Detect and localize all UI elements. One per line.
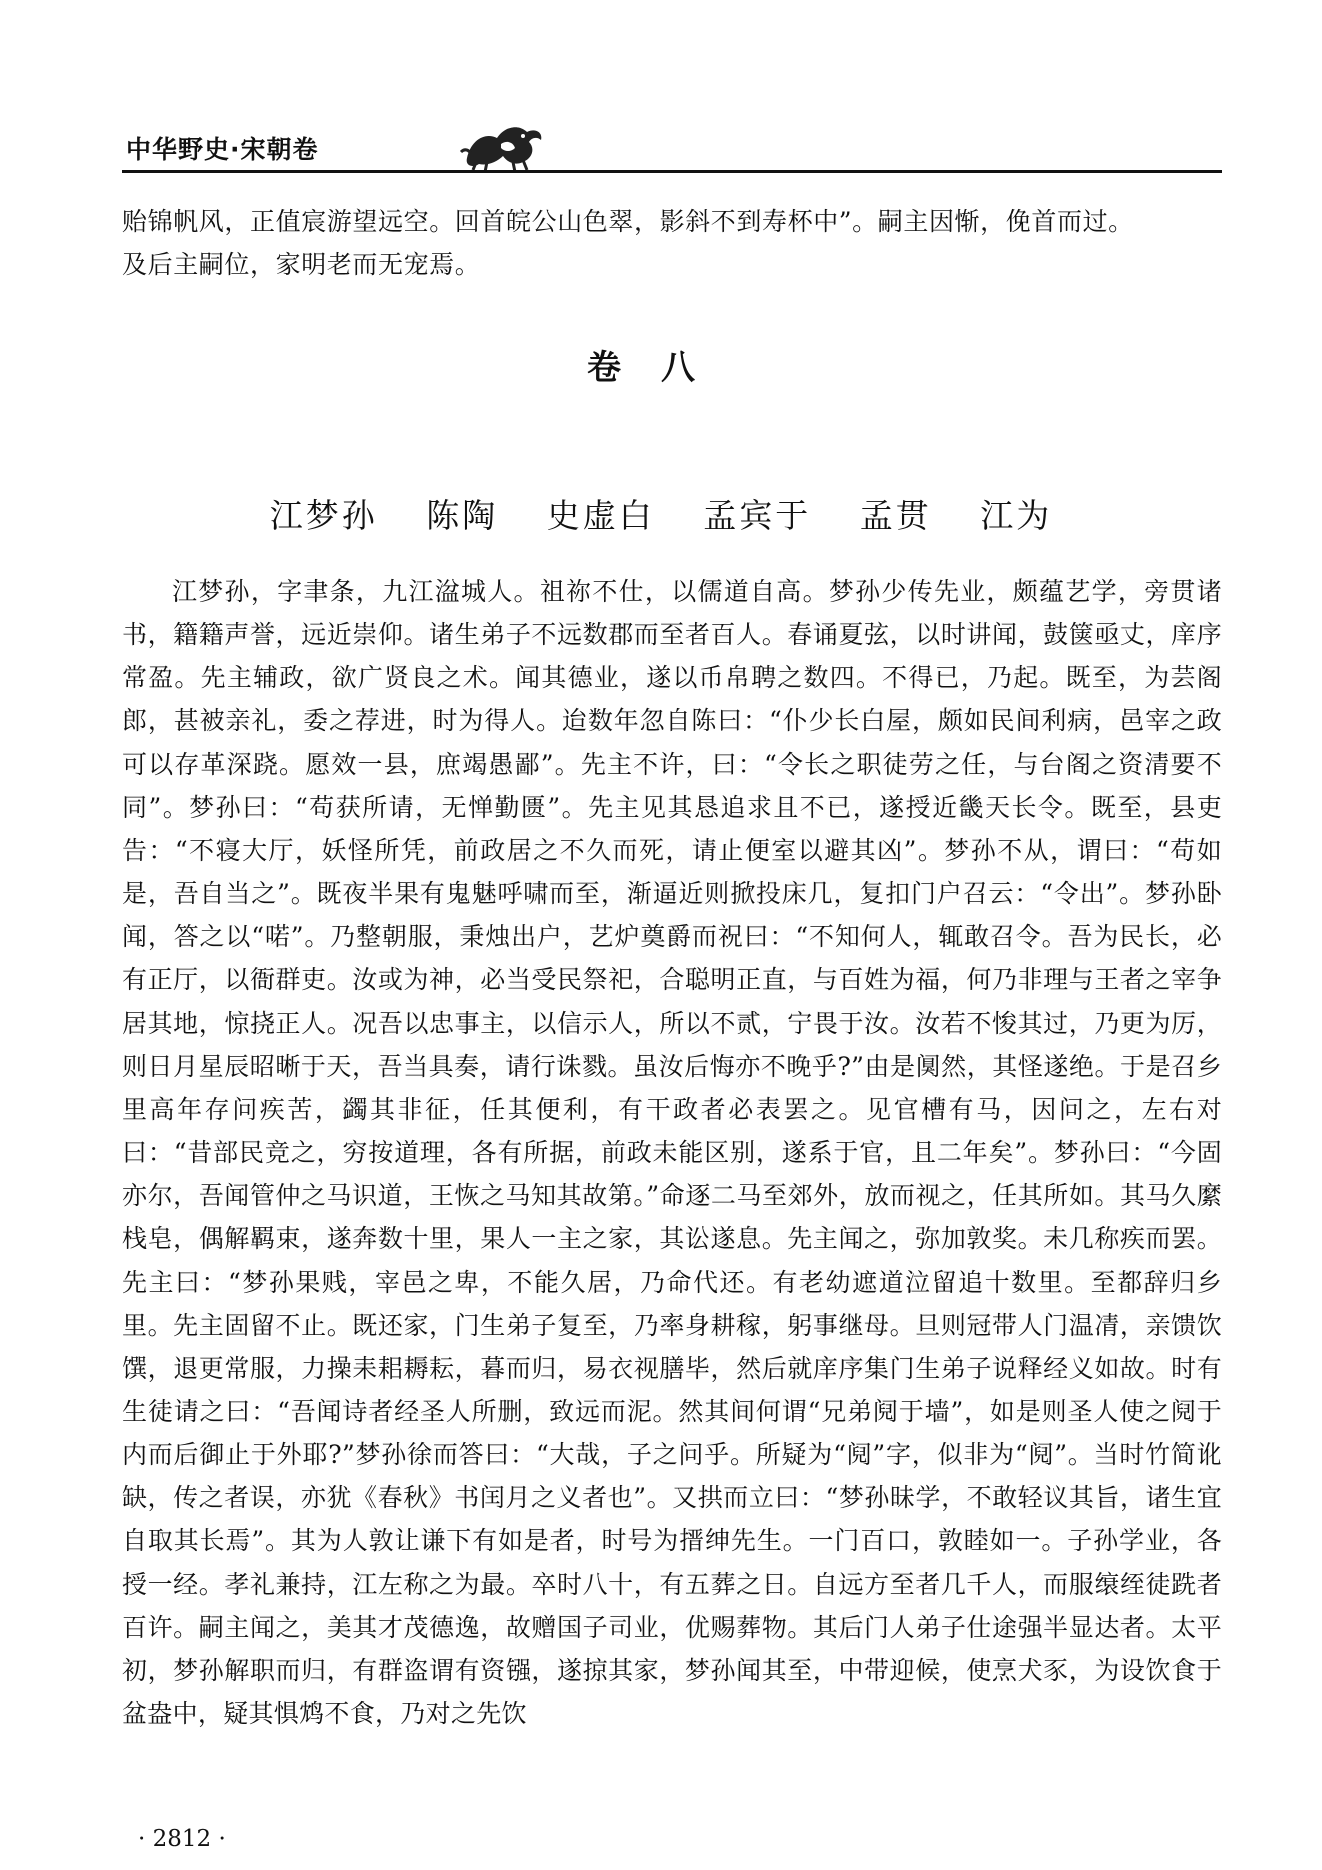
book-title: 中华野史·宋朝卷 xyxy=(126,135,319,164)
continuation-text xyxy=(122,200,1222,286)
running-header xyxy=(122,126,1222,170)
person-name: 史虚白 xyxy=(546,496,655,535)
person-name: 江为 xyxy=(980,496,1053,535)
chapter-title: 卷八 xyxy=(587,348,735,388)
person-name: 孟宾于 xyxy=(703,496,812,535)
person-name: 江梦孙 xyxy=(269,496,378,535)
page-number: · 2812 · xyxy=(138,1826,226,1852)
paragraph-line: 贻锦帆风，正值宸游望远空。回首皖公山色翠，影斜不到寿杯中”。嗣主因惭，俛首而过。 xyxy=(122,207,1134,236)
header-rule xyxy=(122,170,1222,173)
body-paragraph: 江梦孙，字聿条，九江湓城人。祖祢不仕，以儒道自高。梦孙少传先业，颇蕴艺学，旁贯诸书，籍籍声誉，远近崇仰。诸生弟子不远数郡而至者百人。春诵夏弦，以时讲闻，鼓箧亟丈，庠序常盈。先主辅政，欲广贤良之术。闻其德业，遂以币帛聘之数四。不得已，乃起。既至，为芸阁郎，甚被亲礼，委之荐进，时为得人。迨数年忽自陈曰：“仆少长白屋，颇如民间利病，邑宰之政可以存革深跷。愿效一县，庶竭愚鄙”。先主不许，曰：“令长之职徒劳之任，与台阁之资清要不同”。梦孙曰：“苟获所请，无惮勤匮”。先主见其恳追求且不已，遂授近畿天长令。既至，县吏告：“不寝大厅，妖怪所凭，前政居之不久而死，请止便室以避其凶”。梦孙不从，谓曰：“苟如是，吾自当之”。既夜半果有鬼魅呼啸而至，渐逼近则掀投床几，复扣门户召云：“令出”。梦孙卧闻，答之以“喏”。乃整朝服，秉烛出户，艺炉奠爵而祝曰：“不知何人，辄敢召令。吾为民长，必有正厅，以衙群吏。汝或为神，必当受民祭祀，合聪明正直，与百姓为福，何乃非理与王者之宰争居其地，惊挠正人。况吾以忠事主，以信示人，所以不贰，宁畏于汝。汝若不悛其过，乃更为厉，则日月星辰昭晰于天，吾当具奏，请行诛戮。虽汝后悔亦不晚乎?”由是阒然，其怪遂绝。于是召乡里高年存问疾苦，蠲其非征，任其便利，有干政者必表罢之。见官槽有马，因问之，左右对曰：“昔部民竞之，穷按道理，各有所据，前政未能区别，遂系于官，且二年矣”。梦孙曰：“今固亦尔，吾闻管仲之马识道，王恢之马知其故第。”命逐二马至郊外，放而视之，任其所如。其马久縻栈皂，偶解羁束，遂奔数十里，果人一主之家，其讼遂息。先主闻之，弥加敦奖。未几称疾而罢。先主曰：“梦孙果贱，宰邑之卑，不能久居，乃命代还。有老幼遮道泣留追十数里。至都辞归乡里。先主固留不止。既还家，门生弟子复至，乃率身耕稼，躬事继母。旦则冠带人门温凊，亲馈饮馔，退更常服，力操耒耜耨耘，暮而归，易衣视膳毕，然后就庠序集门生弟子说释经义如故。时有生徒请之曰：“吾闻诗者经圣人所删，致远而泥。然其间何谓“兄弟阋于墙”，如是则圣人使之阋于内而后御止于外耶?”梦孙徐而答曰：“大哉，子之问乎。所疑为“阋”字，似非为“阋”。当时竹简讹缺，传之者误，亦犹《春秋》书闰月之义者也”。又拱而立曰：“梦孙昧学，不敢轻议其旨，诸生宜自取其长焉”。其为人敦让谦下有如是者，时号为搢绅先生。一门百口，敦睦如一。子孙学业，各授一经。孝礼兼持，江左称之为最。卒时八十，有五葬之日。自远方至者几千人，而服缞绖徒跣者百许。嗣主闻之，美其才茂德逸，故赠国子司业，优赐葬物。其后门人弟子仕途强半显达者。太平初，梦孙解职而归，有群盗谓有资镪，遂掠其家，梦孙闻其至，中带迎候，使烹犬豕，为设饮食于盆盎中，疑其惧鸩不食，乃对之先饮 xyxy=(122,577,1222,1729)
dragon-emblem-icon xyxy=(457,118,547,174)
person-name: 孟贯 xyxy=(859,496,932,535)
paragraph-line: 及后主嗣位，家明老而无宠焉。 xyxy=(122,250,481,279)
person-name: 陈陶 xyxy=(426,496,499,535)
body-text xyxy=(122,570,1222,1735)
section-heading xyxy=(0,490,1322,537)
